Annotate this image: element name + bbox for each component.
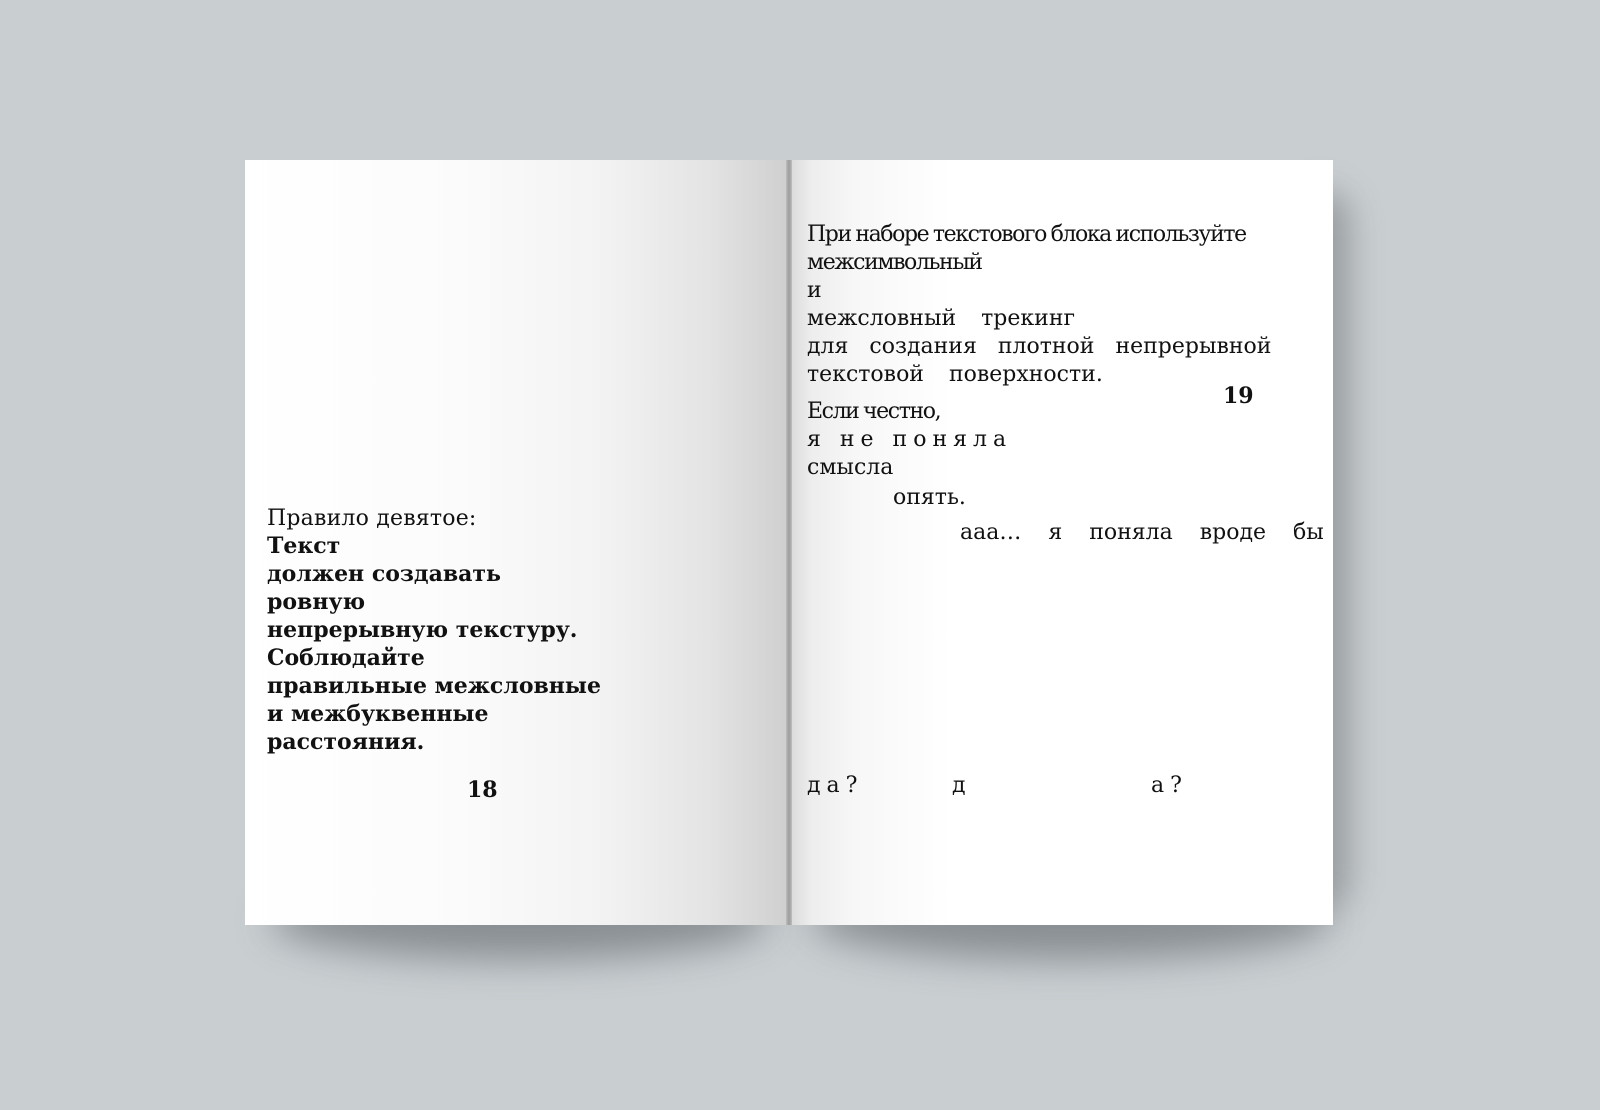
rule-line: непрерывную текстуру. bbox=[267, 617, 578, 643]
rule-line: Текст bbox=[267, 533, 341, 559]
rule-line: расстояния. bbox=[267, 729, 425, 755]
rule-line: и межбуквенные bbox=[267, 701, 489, 727]
bottom-word-3: а? bbox=[1151, 773, 1188, 798]
rule-body bbox=[267, 532, 601, 756]
rule-line: правильные межсловные bbox=[267, 673, 601, 699]
text-line-5: для создания плотной непрерывной bbox=[807, 334, 1272, 359]
rule-line: ровную bbox=[267, 589, 366, 615]
text-line-1: При наборе текстового блока используйте bbox=[807, 222, 1246, 247]
text-line-2: межсимвольный bbox=[807, 250, 982, 275]
right-page bbox=[789, 160, 1333, 925]
honest-line-1: Если честно, bbox=[807, 399, 941, 424]
bottom-word-1: да? bbox=[807, 773, 864, 798]
text-line-4: межсловный трекинг bbox=[807, 306, 1076, 331]
rule-line: Соблюдайте bbox=[267, 645, 425, 671]
bottom-word-2: д bbox=[952, 773, 966, 798]
page-number-left: 18 bbox=[467, 777, 498, 803]
rule-line: должен создавать bbox=[267, 561, 501, 587]
honest-line-2: я не поняла bbox=[807, 427, 1013, 452]
honest-line-4: опять. bbox=[893, 485, 966, 510]
left-page bbox=[245, 160, 789, 925]
text-line-6: текстовой поверхности. bbox=[807, 362, 1103, 387]
page-number-right: 19 bbox=[1223, 383, 1254, 409]
honest-line-3: смысла bbox=[807, 455, 894, 480]
text-line-3: и bbox=[807, 278, 822, 303]
honest-line-5: ааа… я поняла вроде бы bbox=[960, 520, 1324, 545]
book-gutter bbox=[786, 160, 792, 925]
rule-label: Правило девятое: bbox=[267, 506, 477, 531]
